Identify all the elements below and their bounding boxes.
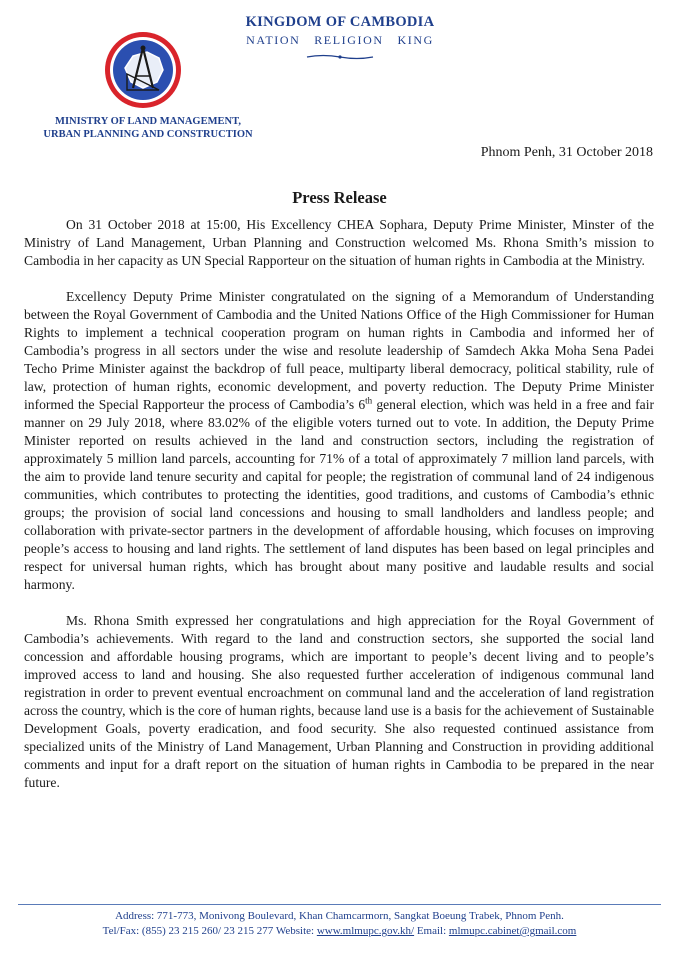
ordinal-superscript: th: [365, 395, 373, 406]
footer-address: Address: 771-773, Monivong Boulevard, Khan Chamcarmorn, Sangkat Boeung Trabek, Phnom Penh.: [115, 910, 564, 922]
ministry-name-line2: URBAN PLANNING AND CONSTRUCTION: [43, 129, 253, 140]
footer-contact: [0, 924, 679, 939]
email-link[interactable]: mlmupc.cabinet@gmail.com: [448, 925, 577, 937]
paragraph-3: Ms. Rhona Smith expressed her congratulations and high appreciation for the Royal Government of Cambodia’s achievements. With regard to the land and construction sectors, she supported the social land concession and affordable housing programs, which are important to people’s decent living and to people’s improved access to land and housing. She also requested further acceleration of indigenous communal land registration in order to prevent eventual encroachment on communal land and the acceleration of land registration across the country, which is the core of human rights, because land use is a basis for the achievement of Sustainable Development Goals, poverty eradication, and food security. She also requested continued assistance from specialized units of the Ministry of Land Management, Urban Planning and Construction in providing additional comments and input for a draft report on the situation of human rights in Cambodia to be prepared in the near future.: [24, 613, 654, 790]
paragraph-1: On 31 October 2018 at 15:00, His Excellency CHEA Sophara, Deputy Prime Minister, Minster of the Ministry of Land Management, Urban Planning and Construction welcomed Ms. Rhona Smith’s mission to Cambodia in her capacity as UN Special Rapporteur on the situation of human rights in Cambodia at the Ministry.: [24, 217, 654, 268]
paragraph-2-part-b: general election, which was held in a free and fair manner on 29 July 2018, where 83.02% of the eligible voters turned out to vote. In addition, the Deputy Prime Minister reported on results achieved in the land and construction sectors, including the registration of approximately 5 million land parcels, accounting for 71% of a total of approximately 7 million land parcels, with the aim to provide land tenure security and capital for people; the registration of communal land of 24 indigenous communities, which contributes to protecting the identities, good traditions, and customs of Cambodia’s ethnic groups; the provision of social land concessions and housing to small landholders and landless people; and collaboration with private-sector partners in the development of affordable housing, which focuses on improving people’s access to housing and land rights. The settlement of land disputes has been based on legal principles and respect for universal human rights, which has brought about many positive and laudable results and social harmony.: [24, 397, 654, 592]
ornament-divider-icon: [305, 53, 375, 61]
footer-divider: [18, 904, 661, 905]
footer-email-label: Email:: [414, 925, 449, 937]
kingdom-title: KINGDOM OF CAMBODIA: [245, 14, 435, 30]
press-release-body: [24, 216, 654, 810]
national-motto: NATION RELIGION KING: [246, 33, 434, 47]
ministry-name-line1: MINISTRY OF LAND MANAGEMENT,: [55, 116, 241, 127]
document-title: Press Release: [292, 188, 387, 207]
footer: [0, 909, 679, 939]
dateline: Phnom Penh, 31 October 2018: [480, 145, 653, 160]
footer-telfax: Tel/Fax: (855) 23 215 260/ 23 215 277 Website:: [102, 925, 317, 937]
website-link[interactable]: www.mlmupc.gov.kh/: [316, 925, 415, 937]
paragraph-2: [24, 288, 654, 594]
ministry-name: [24, 115, 272, 141]
ministry-seal-icon: [103, 30, 183, 110]
paragraph-2-part-a: Excellency Deputy Prime Minister congratulated on the signing of a Memorandum of Understanding between the Royal Government of Cambodia and the United Nations Office of the High Commissioner for Human Rights to implement a technical cooperation program on human rights in Cambodia and informed her of Cambodia’s progress in all sectors under the wise and resolute leadership of Samdech Akka Moha Sena Padei Techo Prime Minister against the backdrop of full peace, multiparty liberal democracy, political stability, rule of law, protection of human rights, economic development, and poverty reduction. The Deputy Prime Minister informed the Special Rapporteur the process of Cambodia’s 6: [24, 289, 654, 412]
kingdom-header: [200, 14, 480, 61]
